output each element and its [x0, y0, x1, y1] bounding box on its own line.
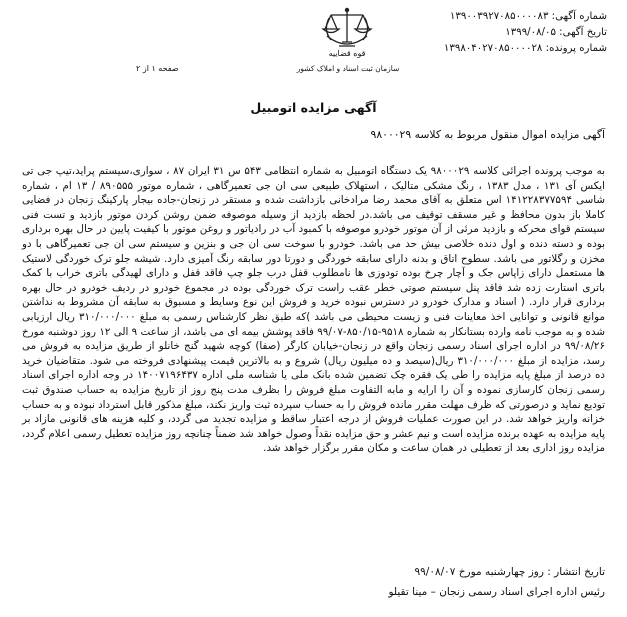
header-meta [377, 9, 607, 57]
document-title: آگهی مزایده اتومبیل [250, 100, 377, 115]
file-number: شماره پرونده: ۱۳۹۸۰۴۰۲۷۰۸۵۰۰۰۰۲۸ [443, 43, 607, 54]
judiciary-scales-emblem-icon [317, 6, 377, 50]
judiciary-emblem [296, 6, 400, 76]
publish-date: تاریخ انتشار : روز چهارشنبه مورخ ۹۹/۰۸/۰۷ [414, 566, 605, 578]
ad-date: تاریخ آگهی: ۱۳۹۹/۰۸/۰۵ [505, 27, 607, 38]
ad-number: شماره آگهی: ۱۳۹۰۰۳۹۲۷۰۸۵۰۰۰۰۸۳ [449, 11, 607, 22]
document-footer [22, 562, 605, 602]
document-body: به موجب پرونده اجرائی کلاسه ۹۸۰۰۰۲۹ یک دستگاه اتومبیل به شماره انتظامی ۵۴۳ س ۳۱ ایران ۸۷ ، سواری،سیستم پراید،تیپ جی تی ایکس آی ۱۳۱ ، مدل ۱۳۸۳ ، رنگ مشکی متالیک ، استهلاک طبیعی سی ان جی تعمیرگاهی ، شماره موتور ۸۹۰۵۵۵ / ۱۳ ام ، شماره شاسی ۱۴۱۲۲۸۳۷۷۵۹۴ اس متعلق به آقای محمد رضا مرادخانی بازداشت شده و مستقر در زنجان-جاده بیجار پارکینگ زنجان در فضایی کاملا باز بدون محافظ و غیر مسقف توقیف می باشد.در لحظه بازدید از وسیله موصوفه ضمن روشن کردن موتور بازدید و تست فنی سیستم قوای محرکه و بازدید مرئی از آن موتور خودرو موصوفه با کمبود آب در رادیاتور و روغن موتور با کیفیت پایین در حال بهره برداری بوده و دسته دنده و اول دنده خلاصی بیش حد می باشد. خودرو با سوخت سی ان جی و بنزین و سیستم سی ان جی تعمیرگاهی با دو مخزن و رگلاتور می باشد. سطوح اتاق و بدنه دارای سابقه خوردگی و دورتا دور سابقه رنگ آمیزی دارد. شیشه جلو ترک خوردگی لاستیک ها مستعمل دارای زاپاس جک و آچار چرخ بوده تودوزی ها نامطلوب قفل درب جلو چپ فاقد قفل و دارای لهیدگی باتری خراب با کمک باتری استارت زده شد فاقد پنل سیستم صوتی خطر عقب راست ترک خوردگی بوده در مجموع خودرو در ردیف خودرو در حال بهره برداری قرار دارد. ( اسناد و مدارک خودرو در دسترس نبوده خرید و فروش این نوع وسایط و مسبوق به سابقه آن مشروط به نداشتن موانع قانونی و توانایی اخذ معاینات فنی و زیست محیطی می باشد )که طبق نظر کارشناس رسمی به مبلغ ۳۱۰/۰۰۰/۰۰۰ ریال ارزیابی شده و به موجب نامه وارده بستانکار به شماره ۹۵۱۸-۸۵۰/۱۵-۹۹/۰۷ فاقد پوشش بیمه ای می باشد، از ساعت ۹ الی ۱۲ روز دوشنبه مورخ ۹۹/۰۸/۲۶ در اداره اجرای اسناد رسمی زنجان واقع در زنجان-خیابان کارگر (صفا) کوچه شهید گنج خانلو از طریق مزایده به فروش می رسد، مزایده از مبلغ ۳۱۰/۰۰۰/۰۰۰ ریال(سیصد و ده میلیون ریال) شروع و به بالاترین قیمت پیشنهادی فروخته می شود. متقاضیان خرید ده درصد از مبلغ پایه مزایده را طی یک فقره چک تضمین شده بانک ملی یا شناسه ملی اداره ۱۴۰۰۷۱۹۶۴۳۷ در وجه اداره اجرای اسناد رسمی زنجان کارسازی نموده و آن را ارایه و مابه التفاوت مبلغ فروش را بظرف مدت پنج روز از تاریخ مزایده به حساب صندوق ثبت تودیع نماید و درصورتی که ظرف مهلت مقرر مانده فروش را به حساب سپرده ثبت واریز نکند، مبلغ مذکور قابل استرداد نبوده و به حساب خزانه واریز خواهد شد. در این صورت عملیات فروش از درجه اعتبار ساقط و مزایده تجدید می گردد، و کلیه هزینه های قانونی مازاد بر پایه مزایده به عهده برنده مزایده است و نیم عشر و حق مزایده نقداً وصول خواهد شد ضمناً چنانچه روز مزایده تعطیل رسمی اعلام گردد، مزایده روز اداری بعد از تعطیلی در همان ساعت و مکان مقرر برگزار خواهد شد. [21, 165, 606, 455]
document-subtitle: آگهی مزایده اموال منقول مربوط به کلاسه ۹۸۰۰۰۲۹ [370, 128, 605, 141]
org-name-judiciary: قوه قضاییه [328, 49, 366, 58]
org-name-registration: سازمان ثبت اسناد و املاک کشور [296, 64, 400, 73]
page-indicator: صفحه ۱ از ۲ [136, 64, 179, 73]
signatory: رئیس اداره اجرای اسناد رسمی زنجان – مینا تقیلو [388, 586, 605, 598]
